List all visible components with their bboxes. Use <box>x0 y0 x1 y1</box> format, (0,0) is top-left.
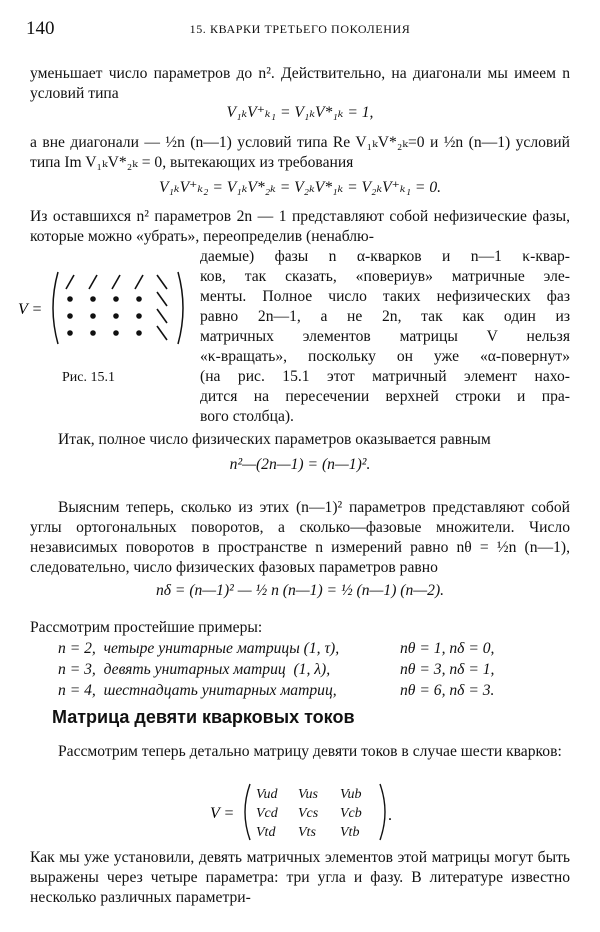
example-1: n = 2, четыре унитарные матрицы (1, τ), <box>58 640 340 657</box>
side-line: даемые) фазы n α-кварков и n—1 κ-квар- <box>200 248 570 265</box>
side-line: менты. Полное число таких нефизических фаз <box>200 288 570 305</box>
side-line: матричных элементов матрицы V нельзя <box>200 328 570 345</box>
matrix-cell: Vtb <box>340 825 360 840</box>
dot-mark <box>114 297 118 301</box>
side-line: вого столбца). <box>200 408 294 425</box>
matrix-cell: Vcb <box>340 806 362 821</box>
matrix-marks <box>66 275 167 340</box>
matrix-label: V = <box>210 805 235 822</box>
matrix-trailing: . <box>388 807 392 824</box>
page-number: 140 <box>26 18 55 39</box>
figure-caption: Рис. 15.1 <box>62 370 115 385</box>
paragraph-7: Рассмотрим теперь детально матрицу девяти токов в случае шести кварков: <box>58 743 562 760</box>
equation-4: nδ = (n—1)² — ½ n (n—1) = ½ (n—1) (n—2). <box>155 582 445 599</box>
backslash-mark <box>157 326 167 340</box>
side-line: ков, так сказать, «повериув» матричные эле- <box>200 268 570 285</box>
slash-mark <box>66 275 74 289</box>
side-line: (на рис. 15.1 этот матричный элемент нахо- <box>200 368 570 385</box>
matrix-cell: Vcd <box>256 806 278 821</box>
equation-1: V₁ₖV⁺ₖ₁ = V₁ₖV*₁ₖ = 1, <box>226 104 374 121</box>
backslash-mark <box>157 275 167 289</box>
equation-2: V₁ₖV⁺ₖ₂ = V₁ₖV*₂ₖ = V₂ₖV*₁ₖ = V₂ₖV⁺ₖ₁ = 0. <box>158 179 442 196</box>
dot-mark <box>137 297 141 301</box>
right-paren <box>178 272 183 344</box>
dot-mark <box>68 331 72 335</box>
paragraph-5: Выясним теперь, сколько из этих (n—1)² параметров представляют собой углы ортогональных поворотов, а сколько—фазовые множители. Число независимых поворотов в пространстве n измерений равно nθ = ½n (n—1), следовательно, число физических фазовых параметров равно <box>30 499 570 576</box>
ckm-matrix-svg <box>210 780 400 844</box>
matrix-cell: Vud <box>256 787 278 802</box>
side-line: равно 2n—1, а не 2n, так как один из <box>200 308 570 325</box>
dot-mark <box>68 297 72 301</box>
matrix-diagram <box>18 268 188 348</box>
matrix-left-paren <box>245 784 250 840</box>
matrix-cell: Vcs <box>298 806 319 821</box>
matrix-cell: Vub <box>340 787 362 802</box>
dot-mark <box>91 314 95 318</box>
equation-3: n²—(2n—1) = (n—1)². <box>229 456 371 473</box>
running-title: 15. КВАРКИ ТРЕТЬЕГО ПОКОЛЕНИЯ <box>189 22 411 36</box>
slash-mark <box>135 275 143 289</box>
matrix-right-paren <box>380 784 385 840</box>
paragraph-1: уменьшает число параметров до n². Действительно, на диагонали мы имеем n условий типа <box>30 65 570 102</box>
dot-mark <box>114 331 118 335</box>
dot-mark <box>137 331 141 335</box>
example-3: n = 4, шестнадцать унитарных матриц, <box>58 682 337 699</box>
backslash-mark <box>157 292 167 306</box>
paragraph-8: Как мы уже установили, девять матричных элементов этой матрицы могут быть выражены через четыре параметра: три угла и фазу. В литературе известно несколько различных параметри- <box>30 849 570 906</box>
paragraph-6: Рассмотрим простейшие примеры: <box>30 619 263 636</box>
dot-mark <box>68 314 72 318</box>
paragraph-4: Итак, полное число физических параметров оказывается равным <box>58 431 491 448</box>
side-line: «κ-вращать», поскольку он уже «α-повернут» <box>200 348 570 365</box>
dot-mark <box>137 314 141 318</box>
left-paren <box>53 272 58 344</box>
page-header <box>26 18 574 42</box>
paragraph-3-top: Из оставшихся n² параметров 2n — 1 представляют собой нефизические фазы, которые можно «убрать», переопределив (ненаблю- <box>30 208 570 245</box>
matrix-cell: Vtd <box>256 825 276 840</box>
example-1-counts: nθ = 1, nδ = 0, <box>400 640 495 657</box>
slash-mark <box>112 275 120 289</box>
dot-mark <box>91 297 95 301</box>
backslash-mark <box>157 309 167 323</box>
example-3-counts: nθ = 6, nδ = 3. <box>400 682 495 699</box>
paragraph-2: а вне диагонали — ½n (n—1) условий типа Re V₁ₖV*₂ₖ=0 и ½n (n—1) условий типа Im V₁ₖV*₂ₖ = 0, вытекающих из требования <box>30 134 570 171</box>
matrix-cell: Vus <box>298 787 318 802</box>
figure-label: V = <box>18 301 43 318</box>
dot-mark <box>114 314 118 318</box>
section-heading: Матрица девяти кварковых токов <box>52 707 355 727</box>
example-2: n = 3, девять унитарных матриц (1, λ), <box>58 661 331 678</box>
ckm-matrix <box>210 780 400 844</box>
paragraph-3-side <box>200 247 570 427</box>
matrix-cell: Vts <box>298 825 316 840</box>
example-2-counts: nθ = 3, nδ = 1, <box>400 661 495 678</box>
slash-mark <box>89 275 97 289</box>
figure-15-1 <box>18 268 188 348</box>
dot-mark <box>91 331 95 335</box>
side-line: дится на пересечении верхней строки и пра- <box>200 388 570 405</box>
